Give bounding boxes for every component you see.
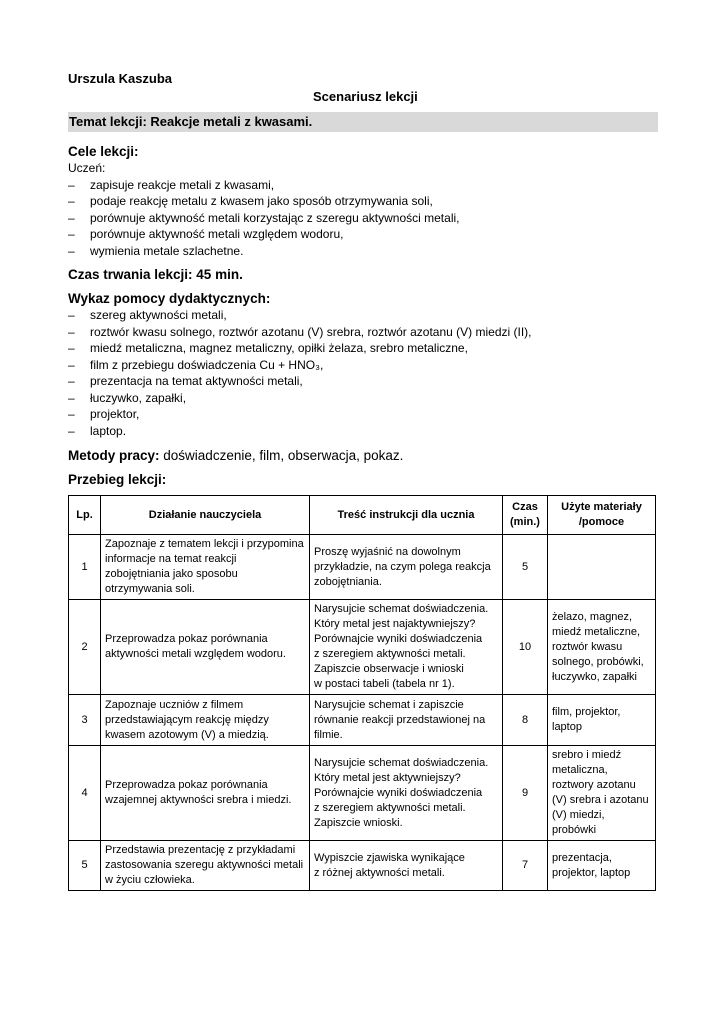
cell-lp: 1 — [69, 535, 101, 600]
list-item: – zapisuje reakcje metali z kwasami, — [68, 177, 275, 192]
list-item: – podaje reakcję metalu z kwasem jako sposób otrzymywania soli, — [68, 194, 433, 208]
cell-student: Narysujcie schemat doświadczenia. Który metal jest najaktywniejszy? Porównajcie wyniki doświadczenia z szeregiem aktywności metali. Zapiszcie obserwacje i wnioski w postaci tabeli (tabela nr 1). — [310, 600, 503, 695]
cell-time: 5 — [503, 535, 548, 600]
header-teacher: Działanie nauczyciela — [101, 496, 310, 535]
cell-lp: 4 — [69, 746, 101, 841]
cell-materials — [548, 535, 656, 600]
table-row — [69, 695, 656, 746]
cell-time: 10 — [503, 600, 548, 695]
cell-student: Narysujcie schemat i zapiszcie równanie reakcji przedstawionej na filmie. — [310, 695, 503, 746]
cell-lp: 3 — [69, 695, 101, 746]
table-row — [69, 535, 656, 600]
cell-materials: srebro i miedź metaliczna, roztwory azotanu (V) srebra i azotanu (V) miedzi, probówki — [548, 746, 656, 841]
cell-time: 7 — [503, 841, 548, 891]
cell-student: Narysujcie schemat doświadczenia. Który metal jest aktywniejszy? Porównajcie wyniki doświadczenia z szeregiem aktywności metali. Zapiszcie wnioski. — [310, 746, 503, 841]
cell-teacher: Przeprowadza pokaz porównania wzajemnej aktywności srebra i miedzi. — [101, 746, 310, 841]
dash-bullet-icon: – — [68, 357, 75, 372]
methods-text: doświadczenie, film, obserwacja, pokaz. — [159, 448, 404, 463]
goals-list — [68, 177, 658, 260]
cell-time: 8 — [503, 695, 548, 746]
list-item: – porównuje aktywność metali względem wodoru, — [68, 227, 344, 241]
dash-bullet-icon: – — [68, 423, 75, 438]
table-row — [69, 600, 656, 695]
goals-intro: Uczeń: — [68, 161, 106, 175]
cell-teacher: Zapoznaje z tematem lekcji i przypomina informacje na temat reakcji zobojętniania jako sposobu otrzymywania soli. — [101, 535, 310, 600]
dash-bullet-icon: – — [68, 177, 75, 192]
list-item: – miedź metaliczna, magnez metaliczny, opiłki żelaza, srebro metaliczne, — [68, 341, 468, 355]
cell-materials: prezentacja, projektor, laptop — [548, 841, 656, 891]
dash-bullet-icon: – — [68, 407, 75, 421]
dash-bullet-icon: – — [68, 210, 75, 225]
list-item: – łuczywko, zapałki, — [68, 390, 187, 405]
cell-teacher: Zapoznaje uczniów z filmem przedstawiającym reakcję między kwasem azotowym (V) a miedzią. — [101, 695, 310, 746]
cell-materials: film, projektor, laptop — [548, 695, 656, 746]
list-item: – porównuje aktywność metali korzystając z szeregu aktywności metali, — [68, 210, 460, 225]
lesson-topic: Temat lekcji: Reakcje metali z kwasami. — [68, 112, 658, 132]
list-item: – projektor, — [68, 407, 140, 421]
aids-heading: Wykaz pomocy dydaktycznych: — [68, 291, 271, 306]
header-student: Treść instrukcji dla ucznia — [310, 496, 503, 535]
cell-lp: 5 — [69, 841, 101, 891]
cell-teacher: Przeprowadza pokaz porównania aktywności metali względem wodoru. — [101, 600, 310, 695]
aids-list — [68, 307, 658, 439]
cell-lp: 2 — [69, 600, 101, 695]
cell-student: Proszę wyjaśnić na dowolnym przykładzie, na czym polega reakcja zobojętniania. — [310, 535, 503, 600]
methods-line — [68, 447, 658, 464]
goals-heading: Cele lekcji: — [68, 144, 139, 159]
dash-bullet-icon: – — [68, 324, 75, 339]
document-title: Scenariusz lekcji — [313, 89, 418, 104]
cell-student: Wypiszcie zjawiska wynikające z różnej aktywności metali. — [310, 841, 503, 891]
list-item: – laptop. — [68, 423, 127, 438]
dash-bullet-icon: – — [68, 374, 75, 388]
header-time: Czas (min.) — [503, 496, 548, 535]
dash-bullet-icon: – — [68, 308, 75, 322]
list-item: – prezentacja na temat aktywności metali, — [68, 374, 303, 388]
table-row — [69, 746, 656, 841]
list-item: – szereg aktywności metali, — [68, 308, 227, 322]
course-heading: Przebieg lekcji: — [68, 472, 167, 487]
lesson-plan-page — [68, 70, 658, 891]
list-item: – roztwór kwasu solnego, roztwór azotanu (V) srebra, roztwór azotanu (V) miedzi (II), — [68, 324, 532, 339]
methods-label: Metody pracy: — [68, 448, 160, 463]
lesson-course-table — [68, 495, 656, 891]
duration-heading: Czas trwania lekcji: 45 min. — [68, 267, 243, 282]
header-lp: Lp. — [69, 496, 101, 535]
table-header-row — [69, 496, 656, 535]
header-materials: Użyte materiały /pomoce — [548, 496, 656, 535]
list-item: – wymienia metale szlachetne. — [68, 243, 244, 258]
cell-materials: żelazo, magnez, miedź metaliczne, roztwór kwasu solnego, probówki, łuczywko, zapałki — [548, 600, 656, 695]
list-item: – film z przebiegu doświadczenia Cu + HNO₃, — [68, 357, 324, 372]
dash-bullet-icon: – — [68, 243, 75, 258]
dash-bullet-icon: – — [68, 227, 75, 241]
dash-bullet-icon: – — [68, 194, 75, 208]
dash-bullet-icon: – — [68, 390, 75, 405]
table-row — [69, 841, 656, 891]
author-name: Urszula Kaszuba — [68, 71, 173, 86]
cell-time: 9 — [503, 746, 548, 841]
dash-bullet-icon: – — [68, 341, 75, 355]
cell-teacher: Przedstawia prezentację z przykładami zastosowania szeregu aktywności metali w życiu człowieka. — [101, 841, 310, 891]
